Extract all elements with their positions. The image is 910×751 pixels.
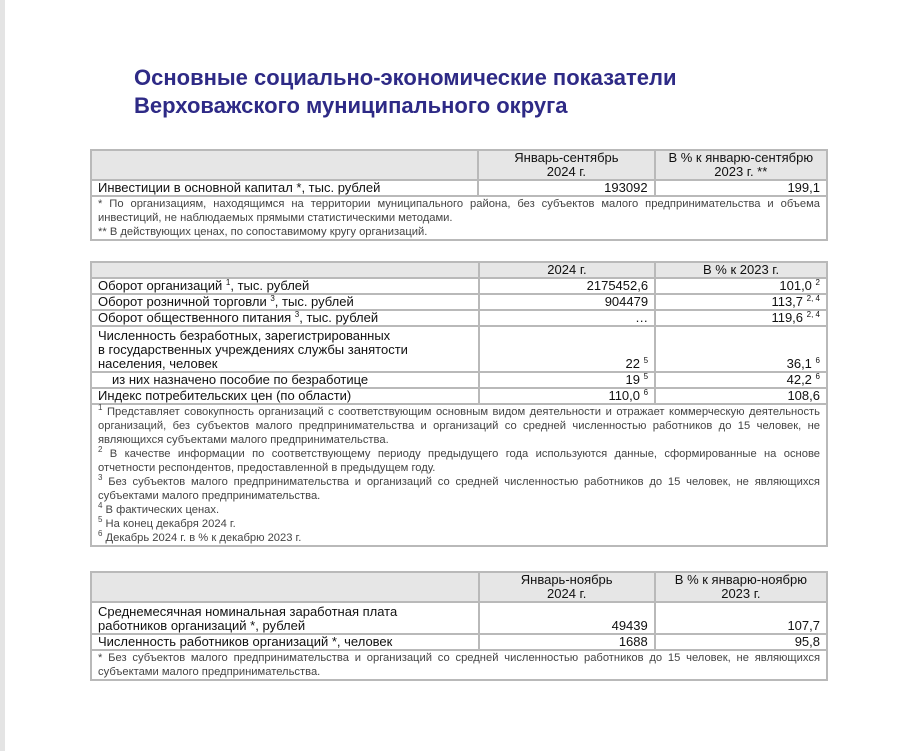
header-percent-line1: В % к январю-ноябрю	[674, 572, 807, 587]
row-value: 19 $^5$	[479, 372, 655, 388]
wages-table	[90, 571, 828, 681]
row-percent: 108,6	[655, 388, 827, 404]
investment-table	[90, 149, 828, 241]
header-percent-cell	[655, 572, 827, 602]
table-row	[91, 310, 827, 326]
table-header-row	[91, 262, 827, 278]
footnote: $^2$ В качестве информации по соответствующему периоду предыдущего года используются данные, сформированные на основе отчетности респондентов, предоставленной в предыдущем году.	[98, 445, 820, 474]
footnote: $^3$ Без субъектов малого предпринимательства и организаций со средней численностью работников до 15 человек, не являющихся субъектами малого предпринимательства.	[98, 473, 820, 502]
header-percent-line2: 2023 г.	[721, 586, 761, 601]
table-header-row	[91, 572, 827, 602]
header-year-cell: 2024 г.	[479, 262, 655, 278]
turnover-table	[90, 261, 828, 547]
table-row	[91, 372, 827, 388]
notes-row	[91, 404, 827, 546]
header-percent-line2: 2023 г. **	[714, 164, 768, 179]
header-period-cell	[479, 572, 655, 602]
row-label: Оборот организаций $^1$, тыс. рублей	[91, 278, 479, 294]
row-label: Индекс потребительских цен (по области)	[91, 388, 479, 404]
footnote: * По организациям, находящимся на территории муниципального района, без субъектов малого предпринимательства и объема инвестиций, не наблюдаемых прямыми статистическими методами.	[98, 198, 820, 224]
row-value: 22 $^5$	[479, 326, 655, 372]
notes-cell	[91, 196, 827, 240]
row-label: Инвестиции в основной капитал *, тыс. рублей	[91, 180, 478, 196]
notes-row	[91, 650, 827, 680]
table-row	[91, 294, 827, 310]
row-value: 1688	[479, 634, 655, 650]
row-value: 193092	[478, 180, 654, 196]
notes-cell	[91, 404, 827, 546]
header-blank-cell	[91, 150, 478, 180]
row-percent: 199,1	[655, 180, 827, 196]
table-row	[91, 326, 827, 372]
footnote: * Без субъектов малого предпринимательства и организаций со средней численностью работников до 15 человек, не являющихся субъектами малого предпринимательства.	[98, 652, 820, 678]
row-value: 49439	[479, 602, 655, 634]
row-value: 2175452,6	[479, 278, 655, 294]
row-percent: 95,8	[655, 634, 827, 650]
title-line-2: Верховажского муниципального округа	[134, 93, 568, 118]
row-value: 904479	[479, 294, 655, 310]
row-label: из них назначено пособие по безработице	[91, 372, 479, 388]
header-period-line2: 2024 г.	[546, 164, 587, 179]
header-percent-cell: В % к 2023 г.	[655, 262, 827, 278]
header-period-cell	[478, 150, 654, 180]
header-period-line2: 2024 г.	[547, 586, 587, 601]
table-row	[91, 602, 827, 634]
table-row	[91, 388, 827, 404]
title-line-1: Основные социально-экономические показатели	[134, 65, 677, 90]
row-percent: 113,7 $^{2, 4}$	[655, 294, 827, 310]
header-blank-cell	[91, 262, 479, 278]
row-percent: 119,6 $^{2, 4}$	[655, 310, 827, 326]
header-percent-line1: В % к январю-сентябрю	[668, 150, 814, 165]
row-value: 110,0 $^6$	[479, 388, 655, 404]
table-row	[91, 180, 827, 196]
footnote: $^5$ На конец декабря 2024 г.	[98, 515, 236, 530]
row-label: Оборот розничной торговли $^3$, тыс. рублей	[91, 294, 479, 310]
row-percent: 36,1 $^6$	[655, 326, 827, 372]
notes-cell	[91, 650, 827, 680]
row-label: Среднемесячная номинальная заработная плата работников организаций *, рублей	[91, 602, 479, 634]
table-header-row	[91, 150, 827, 180]
row-value: …	[479, 310, 655, 326]
header-percent-cell	[655, 150, 827, 180]
footnote: $^1$ Представляет совокупность организаций с соответствующим основным видом деятельности и отражает коммерческую деятельность организаций, без субъектов малого предпринимательства и организаций со средней численностью работников до 15 человек, не являющихся субъектами малого предпринимательства.	[98, 403, 820, 446]
page-title	[134, 64, 834, 120]
footnote: $^4$ В фактических ценах.	[98, 501, 220, 516]
header-period-line1: Январь-сентябрь	[514, 150, 619, 165]
header-blank-cell	[91, 572, 479, 602]
row-label: Оборот общественного питания $^3$, тыс. рублей	[91, 310, 479, 326]
footnote: ** В действующих ценах, по сопоставимому кругу организаций.	[98, 226, 428, 238]
row-percent: 107,7	[655, 602, 827, 634]
table-row	[91, 278, 827, 294]
page-left-border	[0, 0, 5, 751]
footnote: $^6$ Декабрь 2024 г. в % к декабрю 2023 г.	[98, 529, 302, 544]
notes-row	[91, 196, 827, 240]
header-period-line1: Январь-ноябрь	[520, 572, 613, 587]
row-percent: 101,0 $^2$	[655, 278, 827, 294]
row-label: Численность работников организаций *, человек	[91, 634, 479, 650]
table-row	[91, 634, 827, 650]
row-percent: 42,2 $^6$	[655, 372, 827, 388]
row-label: Численность безработных, зарегистрированных в государственных учреждениях службы занятости населения, человек	[91, 326, 479, 372]
